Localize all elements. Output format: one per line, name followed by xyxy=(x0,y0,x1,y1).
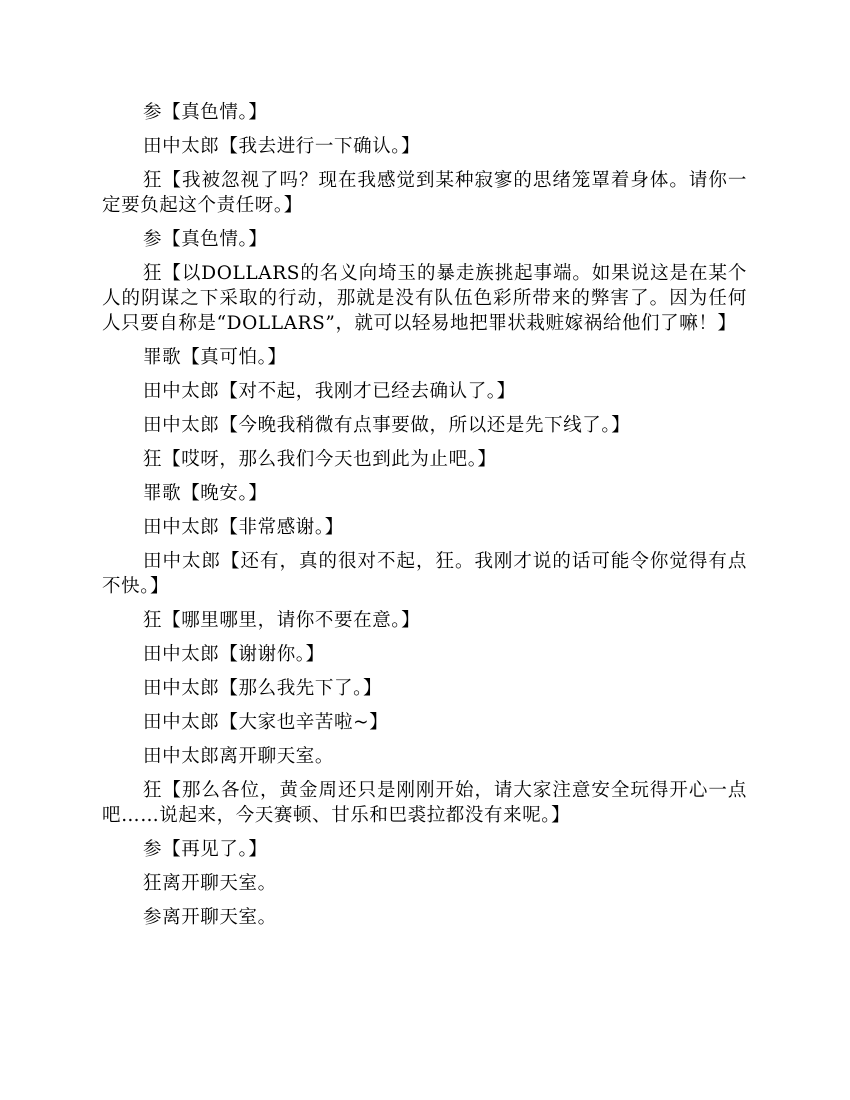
chat-line: 狂【那么各位，黄金周还只是刚刚开始，请大家注意安全玩得开心一点吧……说起来，今天赛顿、甘乐和巴裘拉都没有来呢。】 xyxy=(102,780,747,826)
system-message: 狂离开聊天室。 xyxy=(143,873,277,894)
chat-line: 田中太郎【还有，真的很对不起，狂。我刚才说的话可能令你觉得有点不快。】 xyxy=(102,551,747,597)
chat-line: 参【再见了。】 xyxy=(143,839,268,860)
chat-line: 参【真色情。】 xyxy=(143,102,268,123)
system-message: 田中太郎离开聊天室。 xyxy=(143,746,335,767)
chat-line: 狂【以DOLLARS的名义向埼玉的暴走族挑起事端。如果说这是在某个人的阴谋之下采取的行动，那就是没有队伍色彩所带来的弊害了。因为任何人只要自称是“DOLLARS”，就可以轻易地把罪状栽赃嫁祸给他们了嘛！】 xyxy=(102,263,747,334)
chat-line: 罪歌【真可怕。】 xyxy=(143,347,287,368)
chat-line: 狂【我被忽视了吗？现在我感觉到某种寂寥的思绪笼罩着身体。请你一定要负起这个责任呀。】 xyxy=(102,170,747,216)
chat-line: 狂【哪里哪里，请你不要在意。】 xyxy=(143,610,421,631)
chat-line: 田中太郎【那么我先下了。】 xyxy=(143,678,383,699)
chat-line: 参【真色情。】 xyxy=(143,229,268,250)
document-page xyxy=(102,100,747,939)
chat-line: 田中太郎【非常感谢。】 xyxy=(143,517,344,538)
chat-line: 罪歌【晚安。】 xyxy=(143,483,268,504)
system-message: 参离开聊天室。 xyxy=(143,907,277,928)
chat-line: 田中太郎【大家也辛苦啦~】 xyxy=(143,712,389,733)
chat-line: 田中太郎【谢谢你。】 xyxy=(143,644,325,665)
chat-line: 狂【哎呀，那么我们今天也到此为止吧。】 xyxy=(143,449,497,470)
chat-line: 田中太郎【今晚我稍微有点事要做，所以还是先下线了。】 xyxy=(143,415,631,436)
chat-line: 田中太郎【我去进行一下确认。】 xyxy=(143,136,421,157)
chat-line: 田中太郎【对不起，我刚才已经去确认了。】 xyxy=(143,381,516,402)
